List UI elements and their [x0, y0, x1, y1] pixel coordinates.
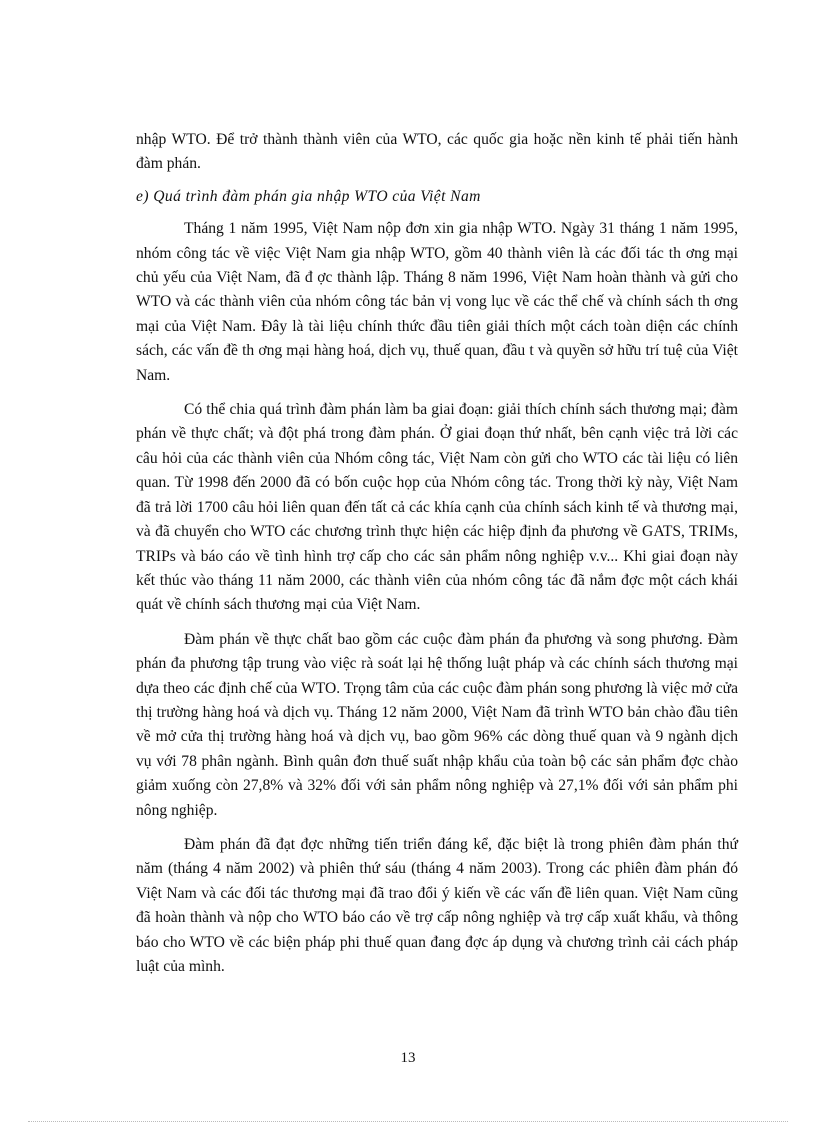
paragraph-continuation: nhập WTO. Để trở thành thành viên của WTO, các quốc gia hoặc nền kinh tế phải tiến hành đàm phán. [136, 131, 738, 173]
paragraph: Có thể chia quá trình đàm phán làm ba giai đoạn: giải thích chính sách thương mại; đàm phán về thực chất; và đột phá trong đàm phán. Ở giai đoạn thứ nhất, bên cạnh việc trả lời các câu hỏi của các thành viên của Nhóm công tác, Việt Nam còn gửi cho WTO các tài liệu có liên quan. Từ 1998 đến 2000 đã có bốn cuộc họp của Nhóm công tác. Trong thời kỳ này, Việt Nam đã trả lời 1700 câu hỏi liên quan đến tất cả các khía cạnh của chính sách kinh tế và thương mại, và đã chuyển cho WTO các chương trình thực hiện các hiệp định đa phương về GATS, TRIMs, TRIPs và báo cáo về tình hình trợ cấp cho các sản phẩm nông nghiệp v.v... Khi giai đoạn này kết thúc vào tháng 11 năm 2000, các thành viên của nhóm công tác đã nắm đợc một cách khái quát về chính sách thương mại của Việt Nam. [136, 401, 738, 614]
paragraph: Tháng 1 năm 1995, Việt Nam nộp đơn xin gia nhập WTO. Ngày 31 tháng 1 năm 1995, nhóm công tác về việc Việt Nam gia nhập WTO, gồm 40 thành viên là các đối tác th ơng mại chủ yếu của Việt Nam, đã đ ợc thành lập. Tháng 8 năm 1996, Việt Nam hoàn thành và gửi cho WTO và các thành viên của nhóm công tác bản vị vong lục về các thể chế và chính sách th ơng mại của Việt Nam. Đây là tài liệu chính thức đầu tiên giải thích một cách toàn diện các chính sách, các vấn đề th ơng mại hàng hoá, dịch vụ, thuế quan, đầu t và quyền sở hữu trí tuệ của Việt Nam. [136, 220, 738, 384]
paragraph: Đàm phán đã đạt đợc những tiến triển đáng kể, đặc biệt là trong phiên đàm phán thứ năm (tháng 4 năm 2002) và phiên thứ sáu (tháng 4 năm 2003). Trong các phiên đàm phán đó Việt Nam và các đối tác thương mại đã trao đổi ý kiến về các vấn đề liên quan. Việt Nam cũng đã hoàn thành và nộp cho WTO báo cáo về trợ cấp nông nghiệp và trợ cấp xuất khẩu, và thông báo cho WTO về các biện pháp phi thuế quan đang đợc áp dụng và chương trình cải cách pháp luật của mình. [136, 835, 738, 975]
paragraph: Đàm phán về thực chất bao gồm các cuộc đàm phán đa phương và song phương. Đàm phán đa phương tập trung vào việc rà soát lại hệ thống luật pháp và các chính sách thương mại dựa theo các định chế của WTO. Trọng tâm của các cuộc đàm phán song phương là việc mở cửa thị trường hàng hoá và dịch vụ. Tháng 12 năm 2000, Việt Nam đã trình WTO bản chào đầu tiên về mở cửa thị trường hàng hoá và dịch vụ, bao gồm 96% các dòng thuế quan và 9 ngành dịch vụ với 78 phân ngành. Bình quân đơn thuế suất nhập khẩu của toàn bộ các sản phẩm đợc chào giảm xuống còn 27,8% và 32% đối với sản phẩm nông nghiệp và 27,1% đối với sản phẩm phi nông nghiệp. [136, 630, 738, 819]
page-number: 13 [400, 1050, 416, 1066]
body-text [136, 128, 738, 989]
section-heading: e) Quá trình đàm phán gia nhập WTO của Việt Nam [136, 187, 481, 205]
footer-divider [28, 1121, 788, 1122]
